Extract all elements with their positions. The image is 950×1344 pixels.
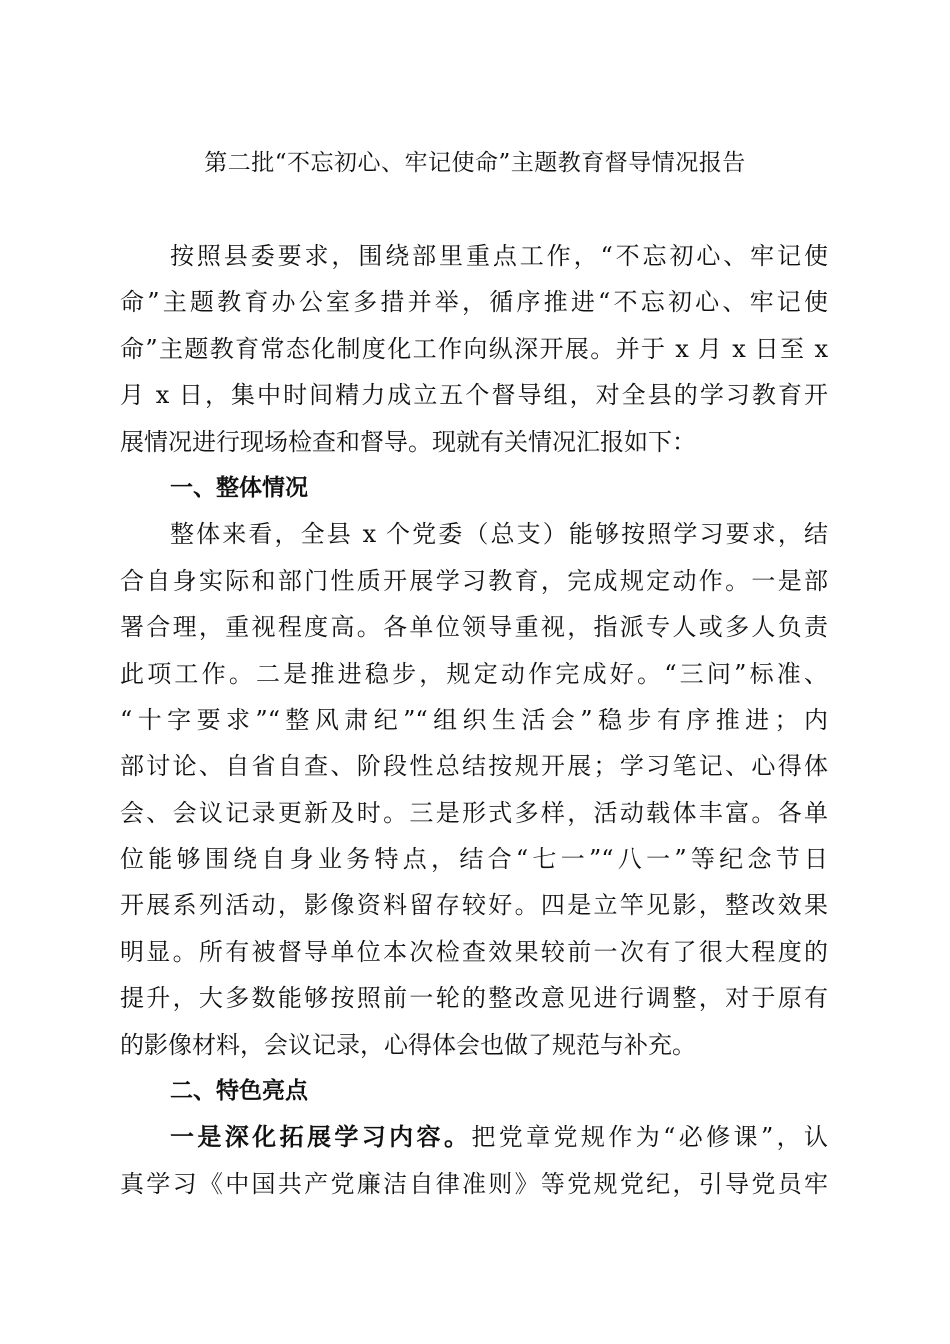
paragraph-line: 月 x 日，集中时间精力成立五个督导组，对全县的学习教育开 bbox=[120, 381, 828, 410]
paragraph-line: 的影像材料，会议记录，心得体会也做了规范与补充。 bbox=[120, 1030, 696, 1059]
paragraph-line: 展情况进行现场检查和督导。现就有关情况汇报如下： bbox=[120, 427, 696, 456]
paragraph-lead: 一是深化拓展学习内容。 bbox=[170, 1122, 472, 1152]
paragraph-line: “十字要求”“整风肃纪”“组织生活会”稳步有序推进；内 bbox=[120, 705, 828, 734]
paragraph-line: 此项工作。二是推进稳步，规定动作完成好。“三问”标准、 bbox=[120, 659, 828, 688]
paragraph-line: 明显。所有被督导单位本次检查效果较前一次有了很大程度的 bbox=[120, 937, 828, 966]
paragraph-line: 部讨论、自省自查、阶段性总结按规开展；学习笔记、心得体 bbox=[120, 752, 828, 781]
section-heading-highlights: 二、特色亮点 bbox=[170, 1078, 308, 1105]
section-heading-overall: 一、整体情况 bbox=[170, 474, 308, 501]
paragraph-line bbox=[120, 1114, 828, 1160]
paragraph-line: 按照县委要求，围绕部里重点工作，“不忘初心、牢记使 bbox=[170, 242, 828, 270]
document-body bbox=[120, 233, 828, 1207]
paragraph-line: 整体来看，全县 x 个党委（总支）能够按照学习要求，结 bbox=[170, 520, 828, 549]
paragraph-line: 真学习《中国共产党廉洁自律准则》等党规党纪，引导党员牢 bbox=[120, 1169, 828, 1198]
paragraph-line: 命”主题教育常态化制度化工作向纵深开展。并于 x 月 x 日至 x bbox=[120, 334, 828, 363]
paragraph-line: 会、会议记录更新及时。三是形式多样，活动载体丰富。各单 bbox=[120, 798, 828, 827]
paragraph-line: 合自身实际和部门性质开展学习教育，完成规定动作。一是部 bbox=[120, 566, 828, 595]
paragraph-line-text: 把党章党规作为“必修课”，认 bbox=[471, 1123, 828, 1152]
paragraph-line: 开展系列活动，影像资料留存较好。四是立竿见影，整改效果 bbox=[120, 891, 828, 920]
paragraph-line: 提升，大多数能够按照前一轮的整改意见进行调整，对于原有 bbox=[120, 984, 828, 1013]
document-title: 第二批“不忘初心、牢记使命”主题教育督导情况报告 bbox=[204, 150, 746, 176]
paragraph-line: 命”主题教育办公室多措并举，循序推进“不忘初心、牢记使 bbox=[120, 288, 828, 317]
paragraph-line: 署合理，重视程度高。各单位领导重视，指派专人或多人负责 bbox=[120, 613, 828, 642]
paragraph-line: 位能够围绕自身业务特点，结合“七一”“八一”等纪念节日 bbox=[120, 845, 828, 874]
